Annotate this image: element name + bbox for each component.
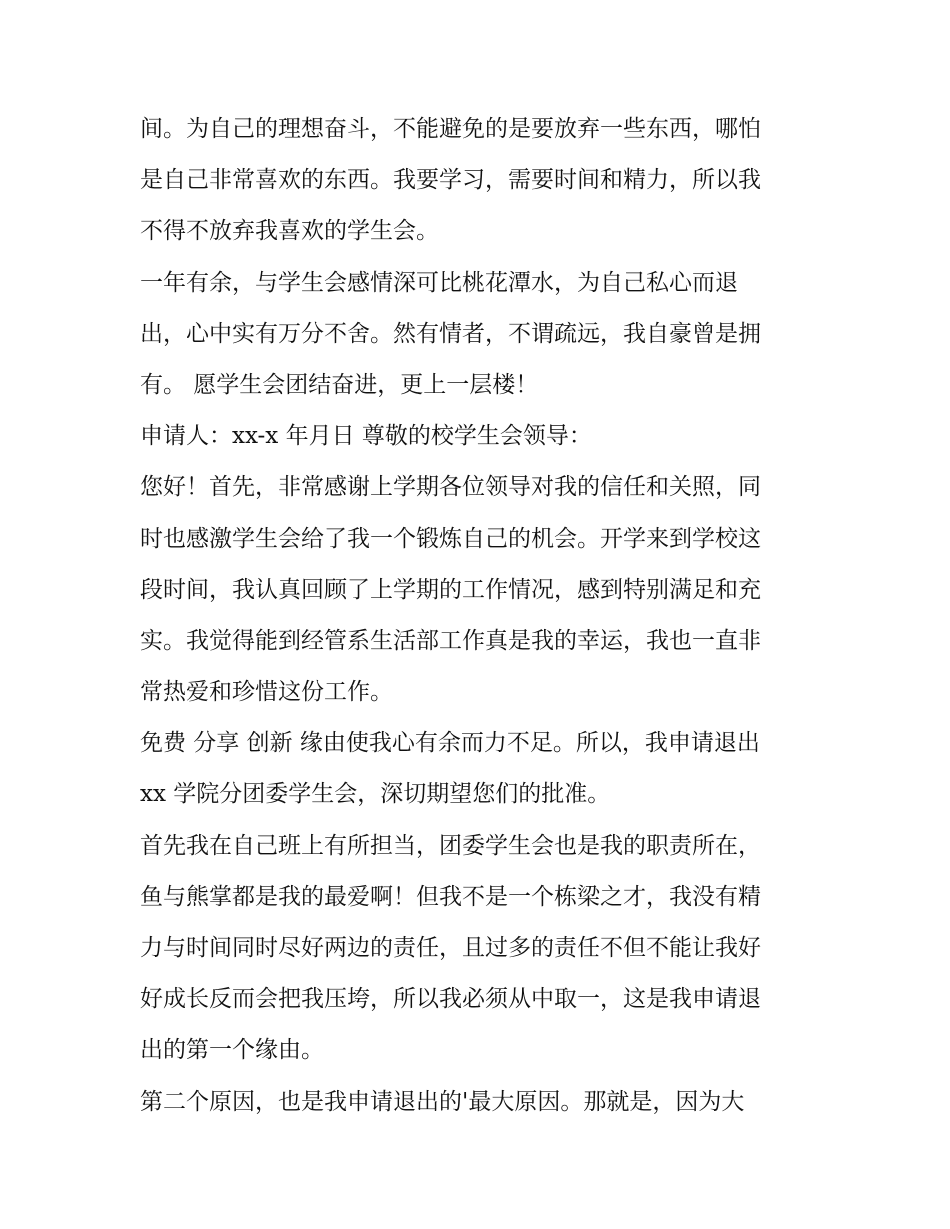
text-line: xx 学院分团委学生会，深切期望您们的批准。 bbox=[140, 781, 611, 808]
text-line: 常热爱和珍惜这份工作。 bbox=[140, 679, 393, 706]
text-line: 鱼与熊掌都是我的最爱啊！但我不是一个栋梁之才，我没有精 bbox=[140, 883, 761, 910]
document-body bbox=[140, 104, 820, 1128]
text-line: 申请人：xx-x 年月日 尊敬的校学生会领导： bbox=[140, 423, 592, 450]
text-line: 首先我在自己班上有所担当，团委学生会也是我的职责所在， bbox=[140, 832, 761, 859]
text-line: 免费 分享 创新 缘由使我心有余而力不足。所以，我申请退出 bbox=[140, 730, 760, 757]
text-line: 出的第一个缘由。 bbox=[140, 1037, 324, 1064]
text-line: 有。 愿学生会团结奋进，更上一层楼！ bbox=[140, 371, 539, 398]
text-line: 第二个原因，也是我申请退出的'最大原因。那就是，因为大 bbox=[140, 1088, 745, 1115]
text-line: 力与时间同时尽好两边的责任，且过多的责任不但不能让我好 bbox=[140, 935, 761, 961]
text-line: 是自己非常喜欢的东西。我要学习，需要时间和精力，所以我 bbox=[140, 167, 761, 194]
text-line: 一年有余，与学生会感情深可比桃花潭水，为自己私心而退 bbox=[140, 269, 738, 296]
text-line: 实。我觉得能到经管系生活部工作真是我的幸运，我也一直非 bbox=[140, 627, 761, 654]
text-line: 出，心中实有万分不舍。然有情者，不谓疏远，我自豪曾是拥 bbox=[140, 320, 761, 347]
text-line: 好成长反而会把我压垮，所以我必须从中取一，这是我申请退 bbox=[140, 986, 761, 1013]
text-line: 不得不放弃我喜欢的学生会。 bbox=[140, 218, 439, 245]
text-line: 您好！首先，非常感谢上学期各位领导对我的信任和关照，同 bbox=[140, 474, 761, 501]
text-line: 间。为自己的理想奋斗，不能避免的是要放弃一些东西，哪怕 bbox=[140, 116, 761, 142]
text-line: 时也感激学生会给了我一个锻炼自己的机会。开学来到学校这 bbox=[140, 525, 761, 552]
text-line: 段时间，我认真回顾了上学期的工作情况，感到特别满足和充 bbox=[140, 576, 761, 603]
